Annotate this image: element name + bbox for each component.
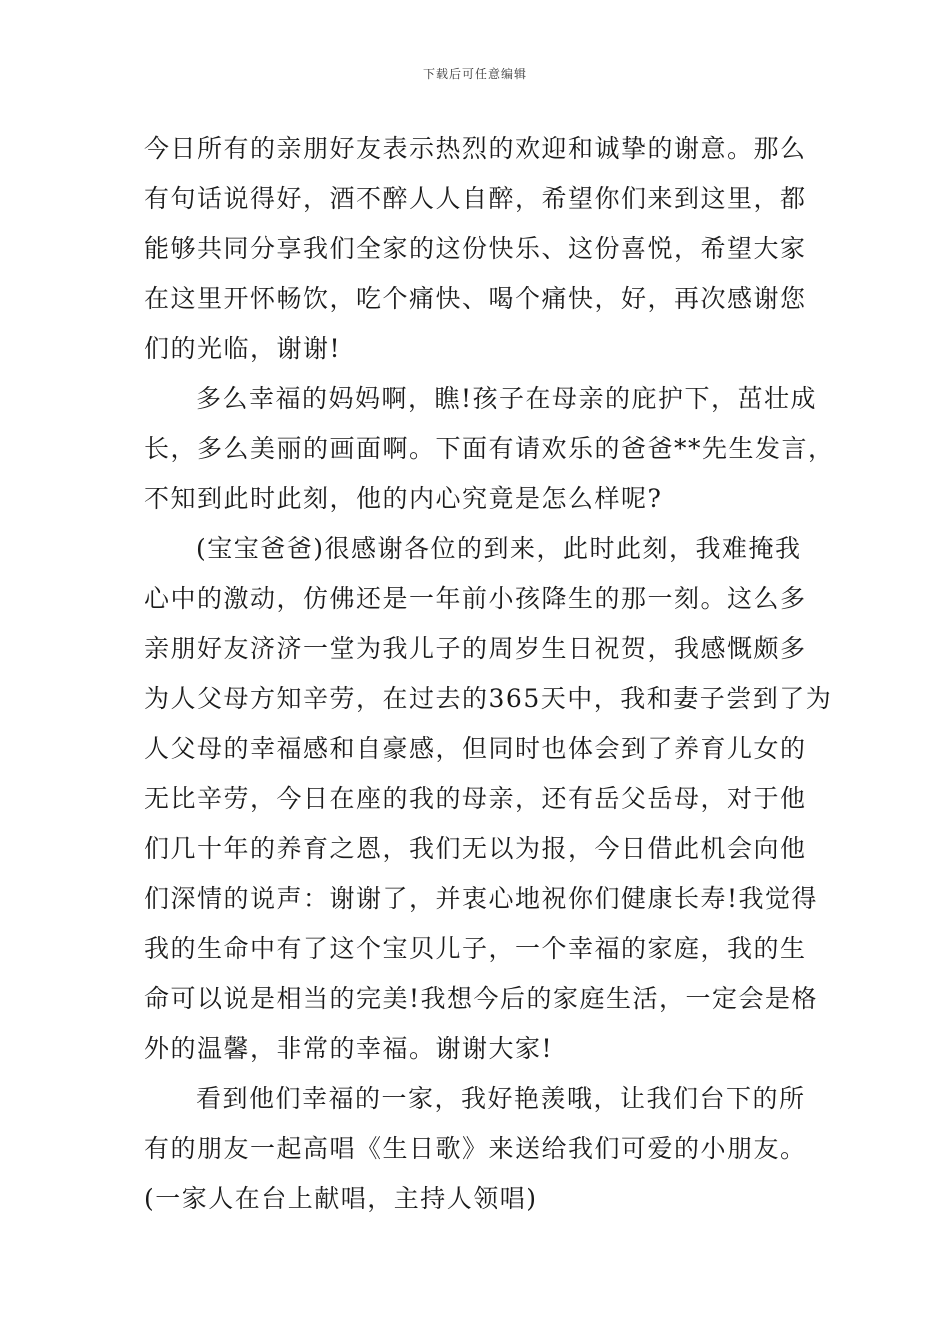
- text-line: 今日所有的亲朋好友表示热烈的欢迎和诚挚的谢意。那么: [144, 134, 807, 163]
- text-line: 亲朋好友济济一堂为我儿子的周岁生日祝贺，我感慨颇多: [144, 634, 807, 663]
- text-line: 有的朋友一起高唱《生日歌》来送给我们可爱的小朋友。: [144, 1134, 807, 1163]
- text-line: 无比辛劳，今日在座的我的母亲，还有岳父岳母，对于他: [144, 784, 807, 813]
- text-line: 不知到此时此刻，他的内心究竟是怎么样呢?: [144, 484, 663, 513]
- text-line: 外的温馨，非常的幸福。谢谢大家!: [144, 1034, 554, 1063]
- text-line: 们几十年的养育之恩，我们无以为报，今日借此机会向他: [144, 834, 807, 863]
- text-line: 能够共同分享我们全家的这份快乐、这份喜悦，希望大家: [144, 234, 807, 263]
- text-line: 有句话说得好，酒不醉人人自醉，希望你们来到这里，都: [144, 184, 807, 213]
- text-line: (一家人在台上献唱，主持人领唱): [144, 1184, 538, 1213]
- text-line: 长，多么美丽的画面啊。下面有请欢乐的爸爸**先生发言，: [144, 434, 835, 463]
- text-line: 多么幸福的妈妈啊，瞧!孩子在母亲的庇护下，茁壮成: [196, 384, 818, 413]
- page-header: 下载后可任意编辑: [422, 67, 527, 81]
- text-line: 命可以说是相当的完美!我想今后的家庭生活，一定会是格: [144, 984, 819, 1013]
- text-line: 我的生命中有了这个宝贝儿子，一个幸福的家庭，我的生: [144, 934, 807, 963]
- text-line: 为人父母方知辛劳，在过去的365天中，我和妻子尝到了为: [144, 684, 833, 713]
- text-line: 人父母的幸福感和自豪感，但同时也体会到了养育儿女的: [144, 734, 807, 763]
- text-line: 心中的激动，仿佛还是一年前小孩降生的那一刻。这么多: [144, 584, 807, 613]
- text-line: 看到他们幸福的一家，我好艳羡哦，让我们台下的所: [196, 1084, 806, 1113]
- text-line: 在这里开怀畅饮，吃个痛快、喝个痛快，好，再次感谢您: [144, 284, 807, 313]
- text-line: 们深情的说声：谢谢了，并衷心地祝你们健康长寿!我觉得: [144, 884, 819, 913]
- text-line: (宝宝爸爸)很感谢各位的到来，此时此刻，我难掩我: [196, 534, 802, 563]
- text-line: 们的光临，谢谢!: [144, 334, 342, 363]
- document-body: [144, 124, 834, 1224]
